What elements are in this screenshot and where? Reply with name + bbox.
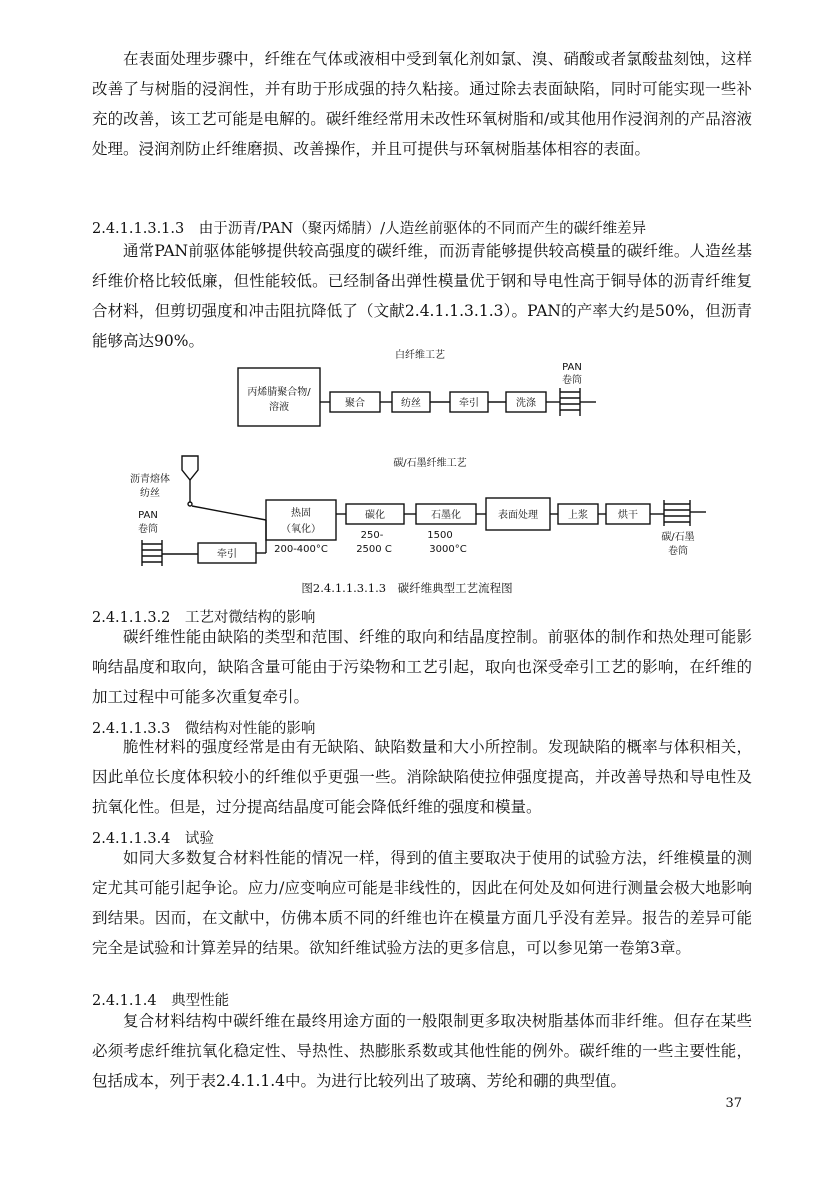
graphitize-temp-2: 3000°C [429, 544, 467, 555]
pitch-melt-label-1: 沥青熔体 [130, 474, 170, 485]
stabilize-label-2: （氧化） [281, 524, 321, 535]
figure-caption: 图2.4.1.1.3.1.3 碳纤维典型工艺流程图 [301, 581, 513, 595]
section-heading-testing: 2.4.1.1.3.4 试验 [92, 831, 214, 847]
spin-label: 纺丝 [401, 398, 421, 409]
pan-spool-label-1: PAN [562, 362, 582, 373]
process-flow-diagram [0, 340, 814, 580]
draw-label-white: 牵引 [459, 398, 479, 409]
graphite-spool-icon [664, 500, 706, 526]
pitch-melt-label-2: 纺丝 [140, 488, 160, 499]
pitch-vessel-icon [182, 456, 198, 480]
pan-left-label-2: 卷筒 [138, 524, 158, 535]
sizing-label: 上浆 [568, 510, 588, 521]
graphite-spool-label-1: 碳/石墨 [661, 532, 695, 543]
stabilize-temp: 200-400°C [274, 544, 328, 555]
section-heading-precursor-difference: 2.4.1.1.3.1.3 由于沥青/PAN（聚丙烯腈）/人造丝前驱体的不同而产生的碳纤维差异 [92, 221, 647, 237]
carbonize-temp-1: 250- [360, 530, 384, 541]
dry-label: 烘干 [618, 510, 638, 521]
pan-spool-top-icon [560, 388, 596, 416]
pan-spool-left-icon [142, 540, 198, 566]
section-heading-microstructure-properties: 2.4.1.1.3.3 微结构对性能的影响 [92, 721, 316, 737]
carbonize-temp-2: 2500 C [356, 544, 392, 555]
page-number: 37 [725, 1096, 742, 1111]
carbonize-label: 碳化 [365, 510, 385, 521]
paragraph-surface-treatment: 在表面处理步骤中，纤维在气体或液相中受到氧化剂如氯、溴、硝酸或者氯酸盐刻蚀，这样改善了与树脂的浸润性，并有助于形成强的持久粘接。通过除去表面缺陷，同时可能实现一些补充的改善，该工艺可能是电解的。碳纤维经常用未改性环氧树脂和/或其他用作浸润剂的产品溶液处理。浸润剂防止纤维磨损、改善操作，并且可提供与环氧树脂基体相容的表面。 [92, 50, 752, 158]
paragraph-testing: 如同大多数复合材料性能的情况一样，得到的值主要取决于使用的试验方法，纤维模量的测定尤其可能引起争论。应力/应变响应可能是非线性的，因此在何处及如何进行测量会极大地影响到结果。因而，在文献中，仿佛本质不同的纤维也许在模量方面几乎没有差异。报告的差异可能完全是试验和计算差异的结果。欲知纤维试验方法的更多信息，可以参见第一卷第3章。 [92, 849, 752, 957]
section-heading-typical-properties: 2.4.1.1.4 典型性能 [92, 993, 230, 1009]
carbon-fiber-title: 碳/石墨纤维工艺 [393, 458, 467, 469]
draw-label: 牵引 [217, 549, 237, 560]
graphitize-temp-1: 1500 [427, 530, 453, 541]
pan-spool-label-2: 卷筒 [562, 375, 582, 386]
paragraph-precursor-difference: 通常PAN前驱体能够提供较高强度的碳纤维，而沥青能够提供较高模量的碳纤维。人造丝基纤维价格比较低廉，但性能较低。已经制备出弹性模量优于钢和导电性高于铜导体的沥青纤维复合材料，但剪切强度和冲击阻抗降低了（文献2.4.1.1.3.1.3）。PAN的产率大约是50%，但沥青能够高达90%。 [92, 242, 752, 350]
surface-treatment-label: 表面处理 [498, 510, 538, 521]
paragraph-process-microstructure: 碳纤维性能由缺陷的类型和范围、纤维的取向和结晶度控制。前驱体的制作和热处理可能影响结晶度和取向，缺陷含量可能由于污染物和工艺引起，取向也深受牵引工艺的影响，在纤维的加工过程中可能多次重复牵引。 [92, 628, 752, 706]
graphite-spool-label-2: 卷筒 [668, 546, 688, 557]
stabilize-label-1: 热固 [291, 508, 311, 519]
precursor-label-2: 溶液 [269, 402, 289, 413]
polymerize-label: 聚合 [345, 398, 365, 409]
paragraph-typical-properties: 复合材料结构中碳纤维在最终用途方面的一般限制更多取决树脂基体而非纤维。但存在某些必须考虑纤维抗氧化稳定性、导热性、热膨胀系数或其他性能的例外。碳纤维的一些主要性能，包括成本，列于表2.4.1.1.4中。为进行比较列出了玻璃、芳纶和硼的典型值。 [92, 1012, 752, 1090]
wash-label: 洗涤 [516, 398, 536, 409]
section-heading-process-microstructure: 2.4.1.1.3.2 工艺对微结构的影响 [92, 610, 316, 626]
paragraph-microstructure-properties: 脆性材料的强度经常是由有无缺陷、缺陷数量和大小所控制。发现缺陷的概率与体积相关，因此单位长度体积较小的纤维似乎更强一些。消除缺陷使拉伸强度提高，并改善导热和导电性及抗氧化性。但是，过分提高结晶度可能会降低纤维的强度和模量。 [92, 738, 752, 816]
graphitize-label: 石墨化 [431, 510, 461, 521]
precursor-label-1: 丙烯腈聚合物/ [247, 387, 311, 398]
pan-left-label-1: PAN [138, 510, 158, 521]
white-fiber-title: 白纤维工艺 [395, 350, 445, 361]
